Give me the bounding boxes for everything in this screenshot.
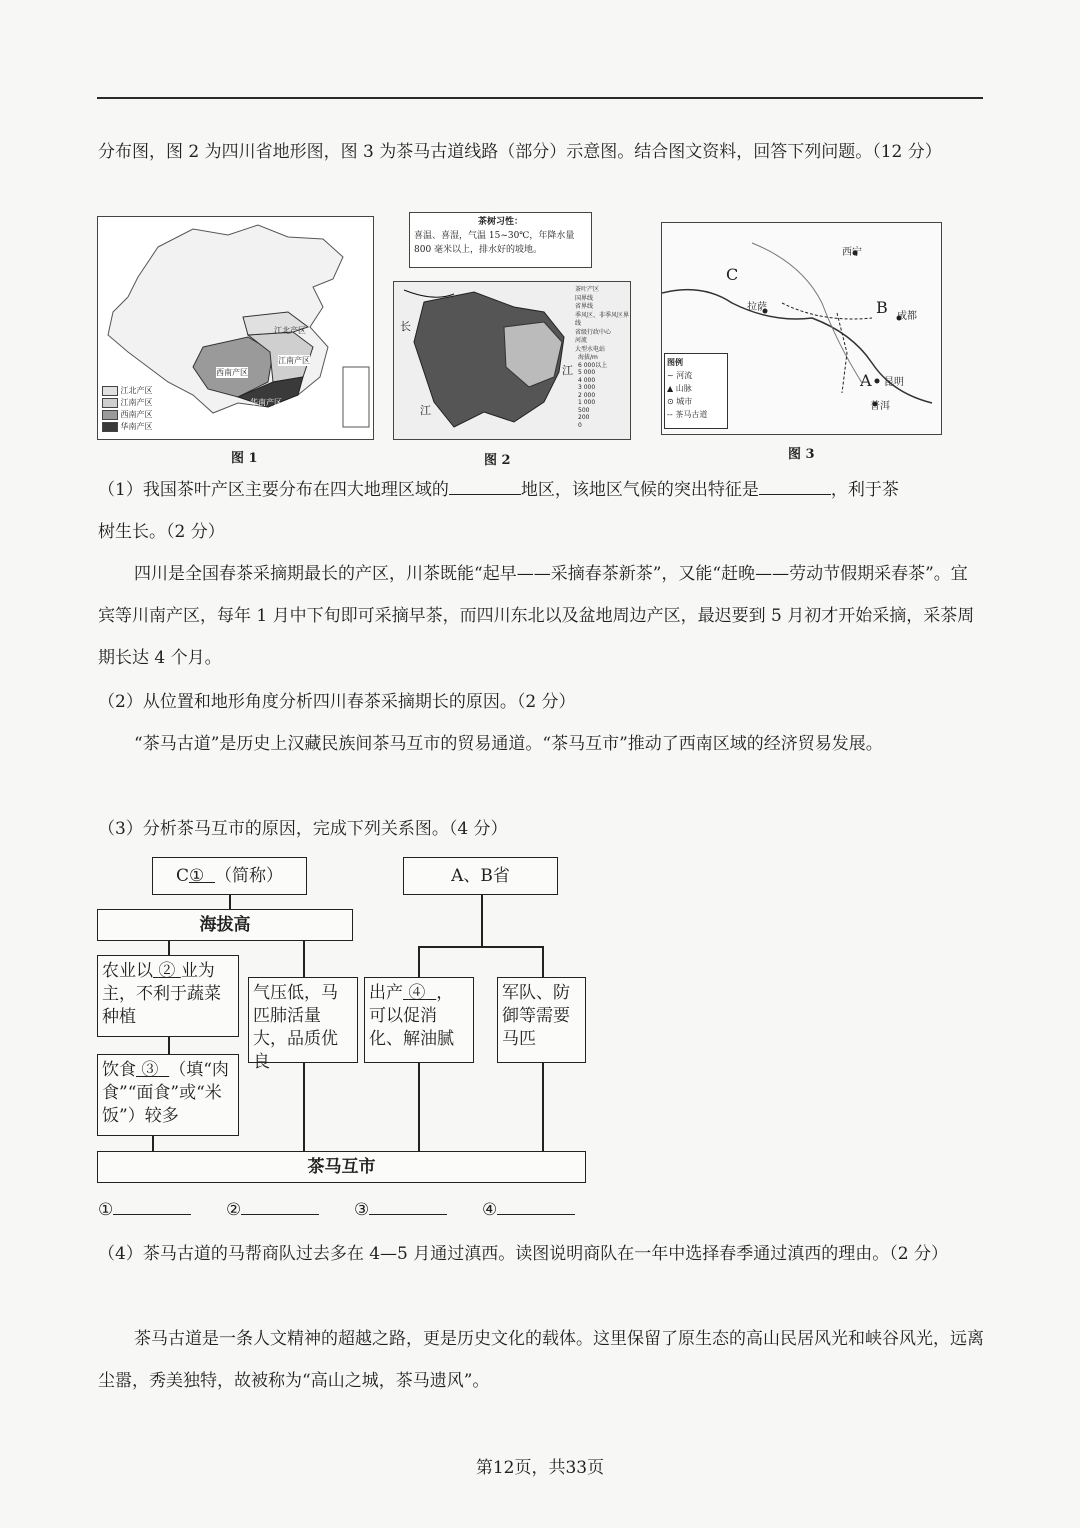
- tea-horse-road-paragraph: “茶马古道”是历史上汉藏民族间茶马互市的贸易通道。“茶马互市”推动了西南区域的经济贸易发展。: [134, 734, 883, 754]
- produce-prefix: 出产: [369, 983, 403, 1003]
- tea-habit-title: 茶树习性：: [477, 217, 523, 227]
- blank-3[interactable]: ③: [141, 1060, 159, 1080]
- c-prefix: C: [175, 865, 189, 886]
- answer-1-label: ①: [98, 1200, 114, 1220]
- elevation-value: 2 000: [578, 391, 596, 399]
- figure-2-caption: 图 2: [484, 453, 511, 468]
- elevation-value: 4 000: [578, 376, 596, 384]
- q1-suffix: ，利于茶: [830, 480, 899, 500]
- legend-huanan: 华南产区: [120, 422, 153, 431]
- tea-habit-box: [409, 212, 592, 268]
- box-diet: [97, 1054, 239, 1136]
- answer-1-blank[interactable]: [113, 1197, 191, 1215]
- intro-text: 分布图，图 2 为四川省地形图，图 3 为茶马古道线路（部分）示意图。结合图文资料，回答下列问题。（12 分）: [98, 142, 942, 162]
- fig2-legend-province: 省界线: [575, 303, 594, 310]
- fig2-legend-capital: 省级行政中心: [575, 328, 612, 336]
- fig2-legend: [575, 286, 630, 354]
- question-3: （3）分析茶马互市的原因，完成下列关系图。（4 分）: [98, 819, 508, 839]
- fig2-river-chang: 长: [400, 320, 411, 333]
- culture-paragraph: 茶马古道是一条人文精神的超越之路，更是历史文化的载体。这里保留了原生态的高山民居风光和峡谷风光，远离尘嚣，秀美独特，故被称为“高山之城，茶马遗风”。: [98, 1329, 984, 1391]
- box-ab-province: A、B省: [403, 857, 558, 895]
- fig3-legend-mountain: 山脉: [675, 384, 692, 393]
- answer-2-blank[interactable]: [241, 1197, 319, 1215]
- legend-xinan: 西南产区: [120, 410, 153, 419]
- fig2-legend-border: 国界线: [575, 294, 594, 302]
- fig3-legend-road: 茶马古道: [675, 410, 708, 419]
- diet-suffix: （填“肉食”“面食”或“米饭”）较多: [102, 1060, 229, 1126]
- fig2-river-jiang2: 江: [562, 364, 573, 377]
- figure-3-tea-horse-road-map: [661, 222, 942, 435]
- agri-suffix: 业为主，不利于蔬菜种植: [102, 961, 221, 1027]
- elevation-title: 海拔/m: [578, 354, 598, 361]
- fig3-label-c: C: [726, 265, 739, 284]
- answer-3-label: ③: [354, 1200, 370, 1220]
- q1-blank-climate[interactable]: [759, 477, 831, 495]
- blank-1[interactable]: ①: [188, 865, 205, 886]
- q1-line2: 树生长。（2 分）: [98, 522, 225, 542]
- page-footer: 第12页，共33页: [475, 1458, 605, 1478]
- diet-prefix: 饮食: [102, 1060, 136, 1080]
- box-tea-produce: [364, 977, 474, 1063]
- elevation-value: 0: [578, 421, 582, 429]
- blank-2[interactable]: ②: [158, 961, 176, 981]
- answer-3-blank[interactable]: [369, 1197, 447, 1215]
- box-tea-horse-market: 茶马互市: [97, 1151, 586, 1183]
- fig1-label-xinan: 西南产区: [216, 368, 248, 377]
- box-altitude: 海拔高: [97, 909, 353, 941]
- figure-2-sichuan-terrain-map: [393, 281, 631, 440]
- fig2-legend-hydro: 大型水电站: [575, 345, 606, 353]
- legend-jiangnan: 江南产区: [120, 398, 153, 407]
- elevation-value: 3 000: [578, 384, 596, 391]
- answer-4-blank[interactable]: [497, 1197, 575, 1215]
- box-c-abbreviation: [152, 857, 307, 895]
- fig2-legend-tea: 茶叶产区: [575, 286, 600, 293]
- header-rule: [97, 97, 983, 99]
- fig1-label-huanan: 华南产区: [250, 398, 282, 407]
- question-4: （4）茶马古道的马帮商队过去多在 4—5 月通过滇西。读图说明商队在一年中选择春季通过滇西的理由。（2 分）: [98, 1244, 948, 1264]
- c-suffix: （简称）: [215, 865, 284, 886]
- produce-suffix: ，可以促消化、解油腻: [369, 983, 454, 1049]
- box-army: 军队、防御等需要马匹: [497, 977, 586, 1063]
- fig2-legend-river: 河流: [575, 337, 588, 344]
- fig3-legend-title: 图例: [667, 358, 683, 367]
- fig3-legend-river: 河流: [676, 371, 693, 380]
- box-air-pressure: 气压低，马匹肺活量大，品质优良: [248, 977, 358, 1063]
- elevation-value: 1 000: [578, 399, 596, 406]
- q1-prefix: （1）我国茶叶产区主要分布在四大地理区域的: [98, 480, 449, 500]
- fig3-label-b: B: [876, 298, 888, 317]
- blank-4[interactable]: ④: [408, 983, 426, 1003]
- agri-prefix: 农业以: [102, 961, 153, 981]
- q1-blank-region[interactable]: [449, 477, 521, 495]
- tea-habit-text: 喜温、喜湿，气温 15~30℃，年降水量 800 毫米以上，排水好的坡地。: [414, 231, 575, 255]
- question-1: [98, 469, 984, 553]
- figure-1-caption: 图 1: [231, 451, 258, 466]
- elevation-value: 6 000以上: [578, 361, 608, 369]
- fig3-label-xining: 西宁: [842, 247, 862, 258]
- elevation-value: 5 000: [578, 369, 596, 376]
- fig3-label-puer: 普洱: [870, 401, 890, 412]
- figure-3-caption: 图 3: [788, 447, 815, 462]
- fig1-label-jiangnan: 江南产区: [278, 356, 310, 365]
- fig3-legend-city: 城市: [676, 397, 693, 406]
- figure-1-tea-regions-map: [97, 216, 374, 440]
- fig3-label-a: A: [860, 371, 872, 390]
- legend-jiangbei: 江北产区: [120, 386, 153, 395]
- box-agriculture: [97, 955, 239, 1037]
- answer-4-label: ④: [482, 1200, 498, 1220]
- fig3-label-chengdu: 成都: [897, 311, 917, 322]
- fig3-label-lasa: 拉萨: [747, 302, 767, 313]
- q1-middle: 地区，该地区气候的突出特征是: [520, 480, 759, 500]
- fig1-legend: [102, 385, 153, 433]
- elevation-value: 200: [578, 414, 590, 421]
- elevation-value: 500: [578, 406, 590, 414]
- fig1-label-jiangbei: 江北产区: [274, 326, 306, 335]
- sichuan-paragraph: 四川是全国春茶采摘期最长的产区，川茶既能“起早——采摘春茶新茶”，又能“赶晚——劳动节假期采春茶”。宜宾等川南产区，每年 1 月中下旬即可采摘早茶，而四川东北以及盆地周边产区，最迟要到 5 月初才开始采摘，采茶周期长达 4 个月。: [98, 564, 975, 668]
- question-2: （2）从位置和地形角度分析四川春茶采摘期长的原因。（2 分）: [98, 692, 576, 712]
- fig3-legend: 图例 ~ 河流 ▲ 山脉 ⊙ 城市 -- 茶马古道: [664, 353, 728, 429]
- answer-2-label: ②: [226, 1200, 242, 1220]
- fig2-legend-monsoon: 季风区、非季风区界线: [575, 311, 630, 327]
- fig2-elevation-legend: [578, 354, 607, 429]
- fig2-river-jiang1: 江: [420, 404, 431, 417]
- fig3-label-kunming: 昆明: [884, 377, 904, 388]
